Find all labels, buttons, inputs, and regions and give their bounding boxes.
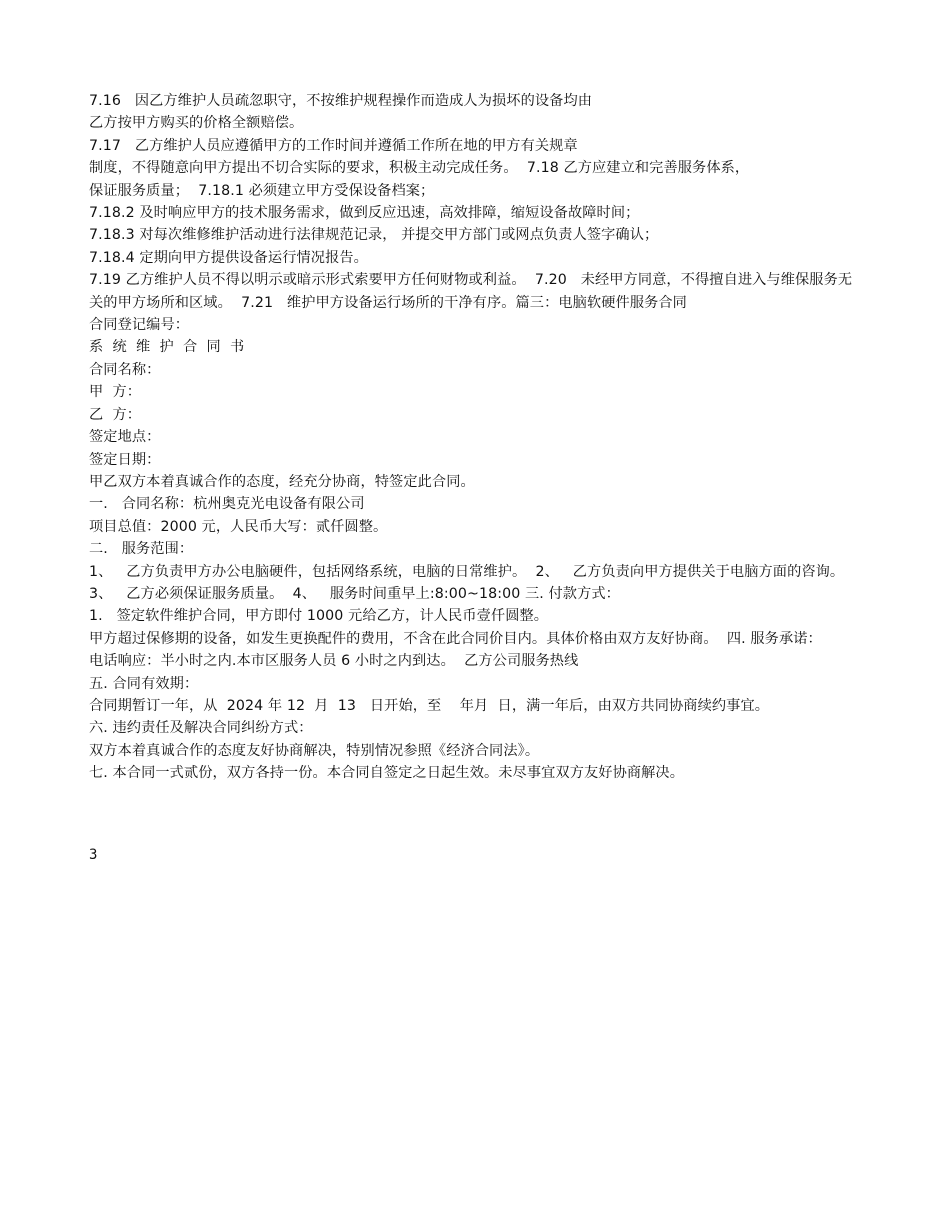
document-body: [89, 90, 861, 785]
signing-location-label: 签定地点：: [89, 429, 161, 446]
signing-date-label: 签定日期：: [89, 451, 161, 468]
text-line: 保证服务质量； 7.18.1 必须建立甲方受保设备档案；: [89, 182, 435, 199]
text-line: 7.18.2 及时响应甲方的技术服务需求，做到反应迅速，高效排障，缩短设备故障时间；: [89, 205, 640, 222]
text-line: 合同期暂订一年，从 2024 年 12 月 13 日开始，至 年月 日，满一年后，由双方共同协商续约事宜。: [89, 697, 770, 714]
section-heading: 二. 服务范围：: [89, 541, 194, 558]
text-line: 1、 乙方负责甲方办公电脑硬件，包括网络系统，电脑的日常维护。 2、 乙方负责向甲方提供关于电脑方面的咨询。 3、 乙方必须保证服务质量。 4、 服务时间重早上:8:00~18:00 三. 付款方式：: [89, 563, 854, 602]
text-line: 7.18.4 定期向甲方提供设备运行情况报告。: [89, 249, 368, 266]
section-heading: 七. 本合同一式贰份，双方各持一份。本合同自签定之日起生效。未尽事宜双方友好协商解决。: [89, 765, 685, 782]
section-heading: 五. 合同有效期：: [89, 675, 199, 692]
text-line: 7.19 乙方维护人员不得以明示或暗示形式索要甲方任何财物或利益。 7.20 未经甲方同意，不得擅自进入与维保服务无关的甲方场所和区域。 7.21 维护甲方设备运行场所的干净有序。篇三：电脑软硬件服务合同: [89, 272, 853, 311]
text-line: 7.17 乙方维护人员应遵循甲方的工作时间并遵循工作所在地的甲方有关规章: [89, 137, 578, 154]
text-line: 制度，不得随意向甲方提出不切合实际的要求，积极主动完成任务。 7.18 乙方应建立和完善服务体系，: [89, 160, 750, 177]
text-line: 7.16 因乙方维护人员疏忽职守，不按维护规程操作而造成人为损坏的设备均由: [89, 93, 593, 109]
text-line: 1. 签定软件维护合同，甲方即付 1000 元给乙方，计人民币壹仟圆整。: [89, 608, 549, 625]
section-heading: 一. 合同名称：杭州奥克光电设备有限公司: [89, 496, 365, 513]
text-line: 甲方超过保修期的设备，如发生更换配件的费用，不含在此合同价目内。具体价格由双方友好协商。 四. 服务承诺：: [89, 630, 822, 647]
party-b-label: 乙 方：: [89, 406, 142, 423]
text-line: 电话响应：半小时之内.本市区服务人员 6 小时之内到达。 乙方公司服务热线: [89, 653, 579, 670]
party-a-label: 甲 方：: [89, 384, 142, 401]
contract-title: 系 统 维 护 合 同 书: [89, 339, 245, 356]
text-line: 7.18.3 对每次维修维护活动进行法律规范记录， 并提交甲方部门或网点负责人签字确认；: [89, 227, 659, 244]
text-line: 甲乙双方本着真诚合作的态度，经充分协商，特签定此合同。: [89, 473, 475, 490]
text-line: 双方本着真诚合作的态度友好协商解决，特别情况参照《经济合同法》。: [89, 742, 540, 759]
contract-name-label: 合同名称：: [89, 361, 161, 378]
page-number: 3: [89, 847, 98, 863]
text-line: 项目总值：2000 元，人民币大写：贰仟圆整。: [89, 518, 388, 535]
section-heading: 六. 违约责任及解决合同纠纷方式：: [89, 720, 313, 737]
contract-registration-number-label: 合同登记编号：: [89, 317, 190, 334]
text-line: 乙方按甲方购买的价格全额赔偿。: [89, 115, 304, 132]
